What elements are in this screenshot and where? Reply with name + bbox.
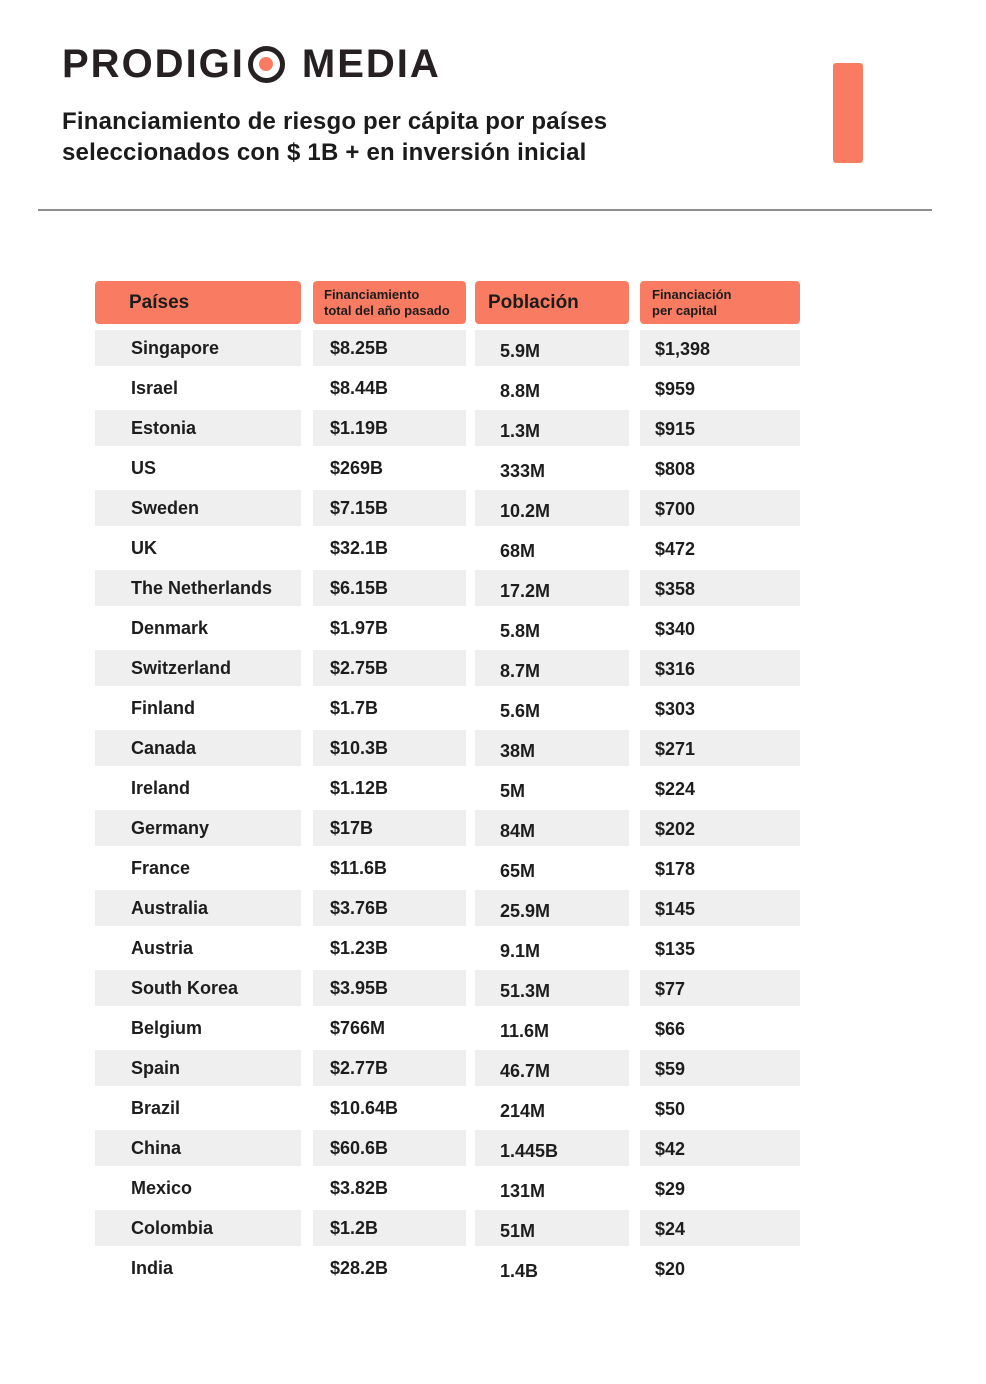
- table-cell: [313, 490, 466, 526]
- divider-line: [38, 209, 932, 211]
- population-value: 5.9M: [500, 340, 541, 361]
- table-cell: [475, 610, 629, 646]
- funding-value: $1.2B: [330, 1217, 379, 1238]
- table-cell: [640, 370, 800, 406]
- table-cell: [640, 450, 800, 486]
- table-cell: [313, 1130, 466, 1166]
- table-cell: [95, 570, 301, 606]
- table-cell: [313, 530, 466, 566]
- funding-value: $1.12B: [330, 777, 389, 798]
- brand-logo: [62, 44, 441, 84]
- funding-value: $269B: [330, 457, 384, 478]
- table-cell: [95, 690, 301, 726]
- funding-value: $8.25B: [330, 337, 389, 358]
- population-value: 25.9M: [500, 900, 551, 921]
- population-value: 17.2M: [500, 580, 551, 601]
- funding-value: $2.77B: [330, 1057, 389, 1078]
- per-capita-value: $29: [655, 1178, 686, 1199]
- table-row: [0, 690, 986, 726]
- country-name: France: [131, 857, 191, 878]
- table-cell: [313, 1250, 466, 1286]
- table-row: [0, 610, 986, 646]
- table-cell: [640, 690, 800, 726]
- table-cell: [475, 330, 629, 366]
- population-value: 333M: [500, 460, 546, 481]
- country-name: Estonia: [131, 417, 197, 438]
- table-cell: [640, 1170, 800, 1206]
- table-cell: [95, 650, 301, 686]
- funding-value: $3.95B: [330, 977, 389, 998]
- population-value: 1.445B: [500, 1140, 559, 1161]
- population-value: 51.3M: [500, 980, 551, 1001]
- table-cell: [313, 1210, 466, 1246]
- table-cell: [640, 770, 800, 806]
- table-cell: [475, 1010, 629, 1046]
- per-capita-value: $50: [655, 1098, 686, 1119]
- table-cell: [640, 530, 800, 566]
- header-per-capita-line1: Financiación: [652, 286, 732, 302]
- table-row: [0, 930, 986, 966]
- funding-value: $10.64B: [330, 1097, 399, 1118]
- funding-value: $6.15B: [330, 577, 389, 598]
- per-capita-value: $700: [655, 498, 696, 519]
- table-row: [0, 810, 986, 846]
- table-cell: [640, 850, 800, 886]
- funding-value: $32.1B: [330, 537, 389, 558]
- table-body: [0, 330, 986, 1290]
- table-cell: [640, 970, 800, 1006]
- table-row: [0, 1050, 986, 1086]
- population-value: 10.2M: [500, 500, 551, 521]
- table-cell: [313, 930, 466, 966]
- population-value: 68M: [500, 540, 536, 561]
- funding-value: $28.2B: [330, 1257, 389, 1278]
- country-name: Ireland: [131, 777, 191, 798]
- header-total-funding: [313, 281, 466, 324]
- country-name: China: [131, 1137, 182, 1158]
- funding-value: $766M: [330, 1017, 386, 1038]
- header-countries-label: Países: [129, 291, 190, 313]
- population-value: 65M: [500, 860, 536, 881]
- table-cell: [640, 1090, 800, 1126]
- page-title-line2: seleccionados con $ 1B + en inversión inicial: [62, 139, 587, 166]
- population-value: 51M: [500, 1220, 536, 1241]
- table-cell: [640, 570, 800, 606]
- table-cell: [475, 1250, 629, 1286]
- table-cell: [313, 570, 466, 606]
- per-capita-value: $472: [655, 538, 696, 559]
- table-row: [0, 650, 986, 686]
- table-cell: [640, 890, 800, 926]
- table-cell: [640, 1130, 800, 1166]
- country-name: Sweden: [131, 497, 200, 518]
- per-capita-value: $42: [655, 1138, 686, 1159]
- country-name: Finland: [131, 697, 195, 718]
- table-cell: [475, 890, 629, 926]
- logo-o-icon: [248, 46, 285, 83]
- table-row: [0, 1250, 986, 1286]
- table-cell: [313, 410, 466, 446]
- table-cell: [313, 1170, 466, 1206]
- header-per-capita: [640, 281, 800, 324]
- table-cell: [313, 1050, 466, 1086]
- table-row: [0, 1130, 986, 1166]
- funding-value: $11.6B: [330, 857, 388, 878]
- table-cell: [475, 770, 629, 806]
- table-cell: [95, 770, 301, 806]
- per-capita-value: $271: [655, 738, 696, 759]
- funding-value: $3.76B: [330, 897, 389, 918]
- logo-text-media: MEDIA: [301, 42, 441, 86]
- population-value: 11.6M: [500, 1020, 550, 1041]
- table-cell: [313, 730, 466, 766]
- table-cell: [475, 930, 629, 966]
- population-value: 38M: [500, 740, 536, 761]
- funding-value: $1.19B: [330, 417, 389, 438]
- per-capita-value: $178: [655, 858, 696, 879]
- country-name: The Netherlands: [131, 577, 273, 598]
- table-cell: [640, 410, 800, 446]
- table-cell: [475, 1130, 629, 1166]
- table-cell: [475, 490, 629, 526]
- country-name: South Korea: [131, 977, 239, 998]
- country-name: Israel: [131, 377, 179, 398]
- table-cell: [313, 970, 466, 1006]
- table-cell: [95, 1050, 301, 1086]
- per-capita-value: $24: [655, 1218, 686, 1239]
- header-per-capita-line2: per capital: [652, 302, 718, 318]
- table-row: [0, 850, 986, 886]
- country-name: Canada: [131, 737, 197, 758]
- per-capita-value: $145: [655, 898, 696, 919]
- funding-value: $2.75B: [330, 657, 389, 678]
- table-cell: [475, 1050, 629, 1086]
- table-cell: [95, 410, 301, 446]
- table-cell: [95, 730, 301, 766]
- country-name: Germany: [131, 817, 210, 838]
- population-value: 214M: [500, 1100, 546, 1121]
- table-cell: [313, 1010, 466, 1046]
- table-row: [0, 410, 986, 446]
- table-cell: [475, 450, 629, 486]
- country-name: UK: [131, 537, 157, 558]
- table-cell: [95, 610, 301, 646]
- funding-value: $60.6B: [330, 1137, 389, 1158]
- table-cell: [640, 1010, 800, 1046]
- per-capita-value: $202: [655, 818, 696, 839]
- table-cell: [95, 370, 301, 406]
- funding-value: $7.15B: [330, 497, 389, 518]
- table-cell: [475, 850, 629, 886]
- table-cell: [475, 530, 629, 566]
- table-cell: [313, 370, 466, 406]
- per-capita-value: $915: [655, 418, 696, 439]
- country-name: Mexico: [131, 1177, 193, 1198]
- table-cell: [313, 610, 466, 646]
- table-cell: [475, 370, 629, 406]
- funding-value: $1.97B: [330, 617, 389, 638]
- per-capita-value: $959: [655, 378, 696, 399]
- per-capita-value: $808: [655, 458, 696, 479]
- funding-value: $10.3B: [330, 737, 389, 758]
- table-cell: [95, 810, 301, 846]
- population-value: 9.1M: [500, 940, 541, 961]
- per-capita-value: $303: [655, 698, 696, 719]
- population-value: 84M: [500, 820, 536, 841]
- population-value: 5.8M: [500, 620, 541, 641]
- header-population: [475, 281, 629, 324]
- table-cell: [95, 1250, 301, 1286]
- funding-value: $17B: [330, 817, 374, 838]
- per-capita-value: $66: [655, 1018, 686, 1039]
- table-cell: [313, 770, 466, 806]
- country-name: Brazil: [131, 1097, 181, 1118]
- table-cell: [313, 690, 466, 726]
- population-value: 1.3M: [500, 420, 541, 441]
- table-cell: [475, 1090, 629, 1126]
- table-cell: [95, 450, 301, 486]
- per-capita-value: $20: [655, 1258, 686, 1279]
- per-capita-value: $316: [655, 658, 696, 679]
- table-cell: [95, 890, 301, 926]
- header-countries: [95, 281, 301, 324]
- funding-value: $8.44B: [330, 377, 389, 398]
- table-cell: [640, 610, 800, 646]
- table-header-row: [0, 281, 986, 324]
- per-capita-value: $59: [655, 1058, 686, 1079]
- page-title: [62, 106, 607, 168]
- table-row: [0, 1010, 986, 1046]
- table-cell: [475, 730, 629, 766]
- funding-value: $3.82B: [330, 1177, 389, 1198]
- table-row: [0, 1090, 986, 1126]
- table-cell: [640, 930, 800, 966]
- country-name: Belgium: [131, 1017, 203, 1038]
- table-cell: [95, 1010, 301, 1046]
- per-capita-value: $340: [655, 618, 696, 639]
- country-name: Singapore: [131, 337, 220, 358]
- table-cell: [313, 330, 466, 366]
- table-cell: [640, 330, 800, 366]
- table-cell: [95, 970, 301, 1006]
- country-name: Denmark: [131, 617, 209, 638]
- table-cell: [95, 1210, 301, 1246]
- per-capita-value: $1,398: [655, 338, 711, 359]
- per-capita-value: $77: [655, 978, 686, 999]
- table-cell: [95, 1090, 301, 1126]
- funding-value: $1.23B: [330, 937, 389, 958]
- accent-bar: [833, 63, 863, 163]
- country-name: India: [131, 1257, 174, 1278]
- country-name: Austria: [131, 937, 194, 958]
- table-cell: [95, 930, 301, 966]
- table-cell: [95, 330, 301, 366]
- country-name: Colombia: [131, 1217, 214, 1238]
- country-name: US: [131, 457, 157, 478]
- table-cell: [313, 810, 466, 846]
- table-cell: [640, 730, 800, 766]
- table-row: [0, 370, 986, 406]
- population-value: 131M: [500, 1180, 546, 1201]
- table-cell: [313, 890, 466, 926]
- table-row: [0, 530, 986, 566]
- table-row: [0, 970, 986, 1006]
- table-row: [0, 730, 986, 766]
- per-capita-value: $224: [655, 778, 696, 799]
- table-cell: [640, 810, 800, 846]
- table-cell: [475, 970, 629, 1006]
- table-row: [0, 450, 986, 486]
- population-value: 5.6M: [500, 700, 541, 721]
- table-cell: [95, 1130, 301, 1166]
- table-row: [0, 330, 986, 366]
- table-cell: [95, 1170, 301, 1206]
- population-value: 46.7M: [500, 1060, 551, 1081]
- population-value: 5M: [500, 780, 526, 801]
- table-cell: [313, 1090, 466, 1126]
- table-row: [0, 570, 986, 606]
- table-cell: [475, 650, 629, 686]
- table-cell: [475, 1210, 629, 1246]
- table-cell: [95, 490, 301, 526]
- header-total-funding-line1: Financiamiento: [324, 286, 420, 302]
- country-name: Switzerland: [131, 657, 232, 678]
- table-cell: [313, 650, 466, 686]
- table-cell: [640, 1210, 800, 1246]
- table-cell: [95, 850, 301, 886]
- table-row: [0, 890, 986, 926]
- population-value: 1.4B: [500, 1260, 539, 1281]
- population-value: 8.7M: [500, 660, 541, 681]
- country-name: Australia: [131, 897, 209, 918]
- table-cell: [475, 810, 629, 846]
- table-cell: [640, 1050, 800, 1086]
- table-cell: [640, 490, 800, 526]
- table-cell: [95, 530, 301, 566]
- table-row: [0, 490, 986, 526]
- table-row: [0, 1170, 986, 1206]
- table-cell: [475, 570, 629, 606]
- funding-value: $1.7B: [330, 697, 379, 718]
- table-cell: [475, 410, 629, 446]
- table-cell: [313, 850, 466, 886]
- population-value: 8.8M: [500, 380, 541, 401]
- per-capita-value: $135: [655, 938, 696, 959]
- table-cell: [640, 650, 800, 686]
- table-cell: [640, 1250, 800, 1286]
- table-cell: [313, 450, 466, 486]
- page-title-line1: Financiamiento de riesgo per cápita por países: [62, 108, 608, 135]
- table-cell: [475, 690, 629, 726]
- logo-dot-icon: [259, 57, 273, 71]
- header-total-funding-line2: total del año pasado: [324, 302, 450, 318]
- table-row: [0, 1210, 986, 1246]
- logo-text-prodigi: PRODIGI: [62, 42, 245, 86]
- header-population-label: Población: [488, 291, 579, 313]
- table-row: [0, 770, 986, 806]
- table-cell: [475, 1170, 629, 1206]
- per-capita-value: $358: [655, 578, 696, 599]
- country-name: Spain: [131, 1057, 181, 1078]
